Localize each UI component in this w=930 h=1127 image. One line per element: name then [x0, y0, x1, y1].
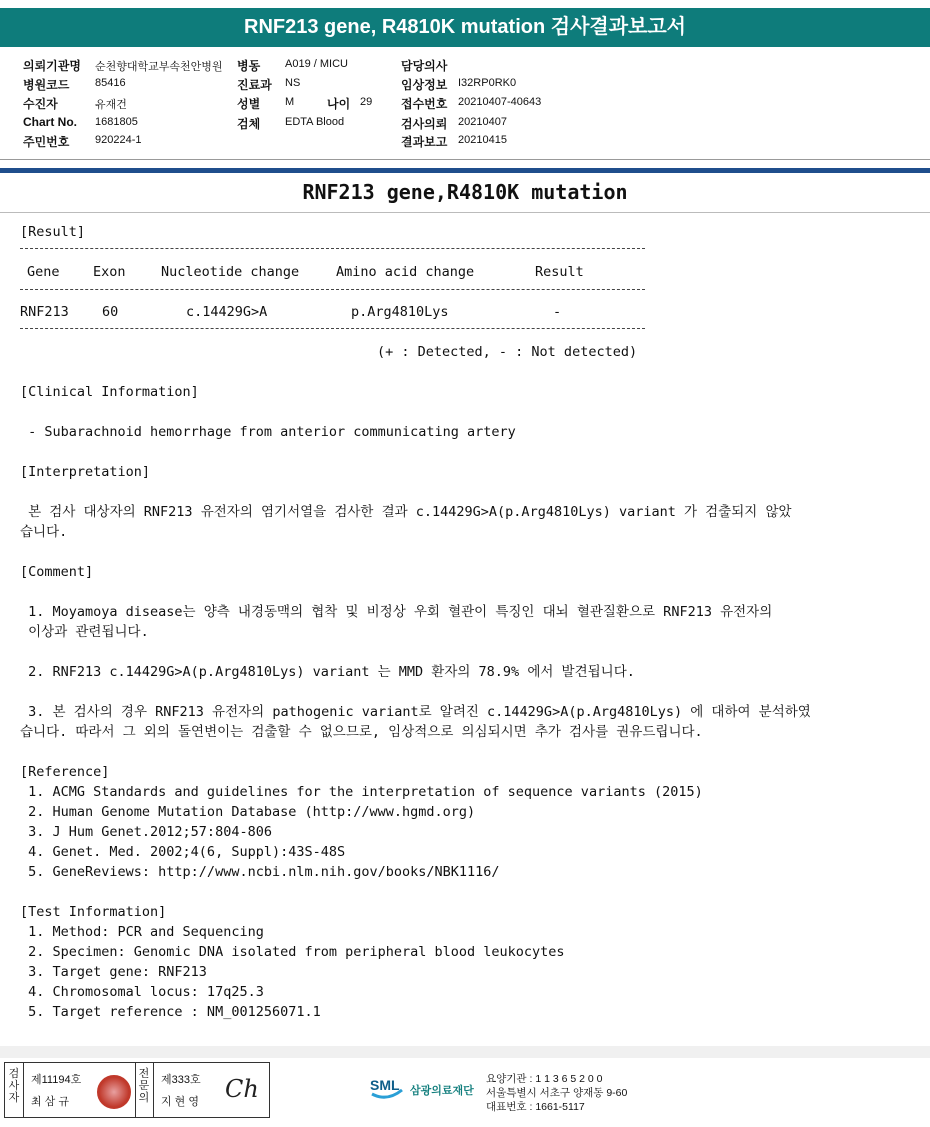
stamp-1-vertical-label: 검사자 [8, 1068, 20, 1104]
label-requesting-institution: 의뢰기관명 [23, 59, 81, 73]
clinical-header: [Clinical Information] [20, 384, 199, 400]
col-amino: Amino acid change [336, 264, 475, 280]
report-banner-title: RNF213 gene, R4810K mutation 검사결과보고서 [0, 8, 930, 47]
row-exon: 60 [102, 304, 119, 320]
value-request-date: 20210407 [458, 116, 507, 128]
test-info-item: 3. Target gene: RNF213 [20, 964, 207, 980]
comment-1-line-1: 1. Moyamoya disease는 양측 내경동맥의 협착 및 비정상 우회 혈관이 특징인 대뇌 혈관질환으로 RNF213 유전자의 [20, 604, 773, 620]
row-result: - [553, 304, 562, 320]
row-nucleotide: c.14429G>A [186, 304, 268, 320]
header-divider [0, 159, 930, 160]
interpretation-line-2: 습니다. [20, 524, 68, 540]
label-resident-no: 주민번호 [23, 135, 70, 149]
result-legend: (+ : Detected, - : Not detected) [377, 344, 638, 360]
value-sex: M [285, 96, 295, 108]
patient-info-block [0, 54, 930, 154]
company-name: 삼광의료재단 [410, 1085, 474, 1097]
col-result: Result [535, 264, 584, 280]
test-info-item: 4. Chromosomal locus: 17q25.3 [20, 984, 264, 1000]
label-department: 진료과 [237, 78, 272, 92]
value-specimen: EDTA Blood [285, 116, 345, 128]
label-examinee: 수진자 [23, 97, 58, 111]
col-exon: Exon [93, 264, 126, 280]
header-rule [0, 168, 930, 173]
test-info-item: 5. Target reference : NM_001256071.1 [20, 1004, 321, 1020]
reference-item: 2. Human Genome Mutation Database (http://www.hgmd.org) [20, 804, 476, 820]
signature-stamp-box [4, 1062, 270, 1118]
value-age: 29 [360, 96, 373, 108]
reference-header: [Reference] [20, 764, 110, 780]
value-requesting-institution: 순천향대학교부속천안병원 [95, 61, 223, 73]
comment-3-line-2: 습니다. 따라서 그 외의 돌연변이는 검출할 수 없으므로, 임상적으로 의심되시면 추가 검사를 권유드립니다. [20, 724, 703, 740]
institution-code: 요양기관 : 1 1 3 6 5 2 0 0 [486, 1073, 603, 1085]
label-specimen: 검체 [237, 117, 261, 131]
logo-text: SML [370, 1077, 400, 1093]
stamp-2-name: 지 현 영 [161, 1096, 199, 1108]
value-report-date: 20210415 [458, 134, 507, 146]
comment-1-line-2: 이상과 관련됩니다. [20, 624, 149, 640]
official-seal-icon [97, 1075, 131, 1109]
stamp-divider [135, 1063, 136, 1117]
value-clinical-info: I32RP0RK0 [458, 77, 517, 89]
label-receipt-no: 접수번호 [401, 97, 448, 111]
test-info-header: [Test Information] [20, 904, 167, 920]
interpretation-header: [Interpretation] [20, 464, 151, 480]
page-separator [0, 1046, 930, 1058]
stamp-divider [23, 1063, 24, 1117]
label-request-date: 검사의뢰 [401, 117, 448, 131]
col-gene: Gene [27, 264, 60, 280]
reference-item: 1. ACMG Standards and guidelines for the interpretation of sequence variants (2015) [20, 784, 703, 800]
stamp-1-name: 최 삼 규 [31, 1096, 69, 1108]
value-resident-no: 920224-1 [95, 134, 142, 146]
reference-item: 4. Genet. Med. 2002;4(6, Suppl):43S-48S [20, 844, 346, 860]
value-receipt-no: 20210407-40643 [458, 96, 542, 108]
test-info-item: 2. Specimen: Genomic DNA isolated from peripheral blood leukocytes [20, 944, 565, 960]
label-age: 나이 [327, 97, 351, 111]
value-hospital-code: 85416 [95, 77, 126, 89]
value-chart-no: 1681805 [95, 116, 138, 128]
label-sex: 성별 [237, 97, 261, 111]
stamp-divider [153, 1063, 154, 1117]
col-nucleotide: Nucleotide change [161, 264, 300, 280]
stamp-1-license-no: 제11194호 [31, 1074, 82, 1086]
row-amino: p.Arg4810Lys [351, 304, 449, 320]
label-physician: 담당의사 [401, 59, 448, 73]
table-rule-top [20, 248, 645, 249]
value-department: NS [285, 77, 301, 89]
comment-header: [Comment] [20, 564, 94, 580]
comment-3-line-1: 3. 본 검사의 경우 RNF213 유전자의 pathogenic variant로 알려진 c.14429G>A(p.Arg4810Lys) 에 대하여 분석하였 [20, 704, 811, 720]
label-ward: 병동 [237, 59, 261, 73]
table-rule-mid [20, 289, 645, 290]
report-title: RNF213 gene,R4810K mutation [302, 180, 628, 204]
test-info-item: 1. Method: PCR and Sequencing [20, 924, 264, 940]
value-ward: A019 / MICU [285, 58, 348, 70]
stamp-2-license-no: 제333호 [161, 1074, 201, 1086]
label-chart-no: Chart No. [23, 115, 77, 129]
label-clinical-info: 임상정보 [401, 78, 448, 92]
report-footer [0, 1058, 930, 1127]
label-report-date: 결과보고 [401, 135, 448, 149]
reference-item: 5. GeneReviews: http://www.ncbi.nlm.nih.gov/books/NBK1116/ [20, 864, 500, 880]
interpretation-line-1: 본 검사 대상자의 RNF213 유전자의 염기서열을 검사한 결과 c.14429G>A(p.Arg4810Lys) variant 가 검출되지 않았 [20, 504, 792, 520]
label-hospital-code: 병원코드 [23, 78, 70, 92]
company-phone: 대표번호 : 1661-5117 [486, 1101, 585, 1113]
reference-item: 3. J Hum Genet.2012;57:804-806 [20, 824, 272, 840]
sml-logo-icon [368, 1072, 406, 1104]
comment-2: 2. RNF213 c.14429G>A(p.Arg4810Lys) variant 는 MMD 환자의 78.9% 에서 발견됩니다. [20, 664, 635, 680]
physician-signature: Ch [225, 1075, 259, 1103]
result-header: [Result] [20, 224, 86, 240]
company-address: 서울특별시 서초구 양재동 9-60 [486, 1087, 628, 1099]
clinical-text: - Subarachnoid hemorrhage from anterior communicating artery [20, 424, 516, 440]
row-gene: RNF213 [20, 304, 69, 320]
table-rule-bottom [20, 328, 645, 329]
value-examinee: 유재건 [95, 99, 127, 111]
title-divider [0, 212, 930, 213]
stamp-2-vertical-label: 전문의 [138, 1068, 150, 1104]
